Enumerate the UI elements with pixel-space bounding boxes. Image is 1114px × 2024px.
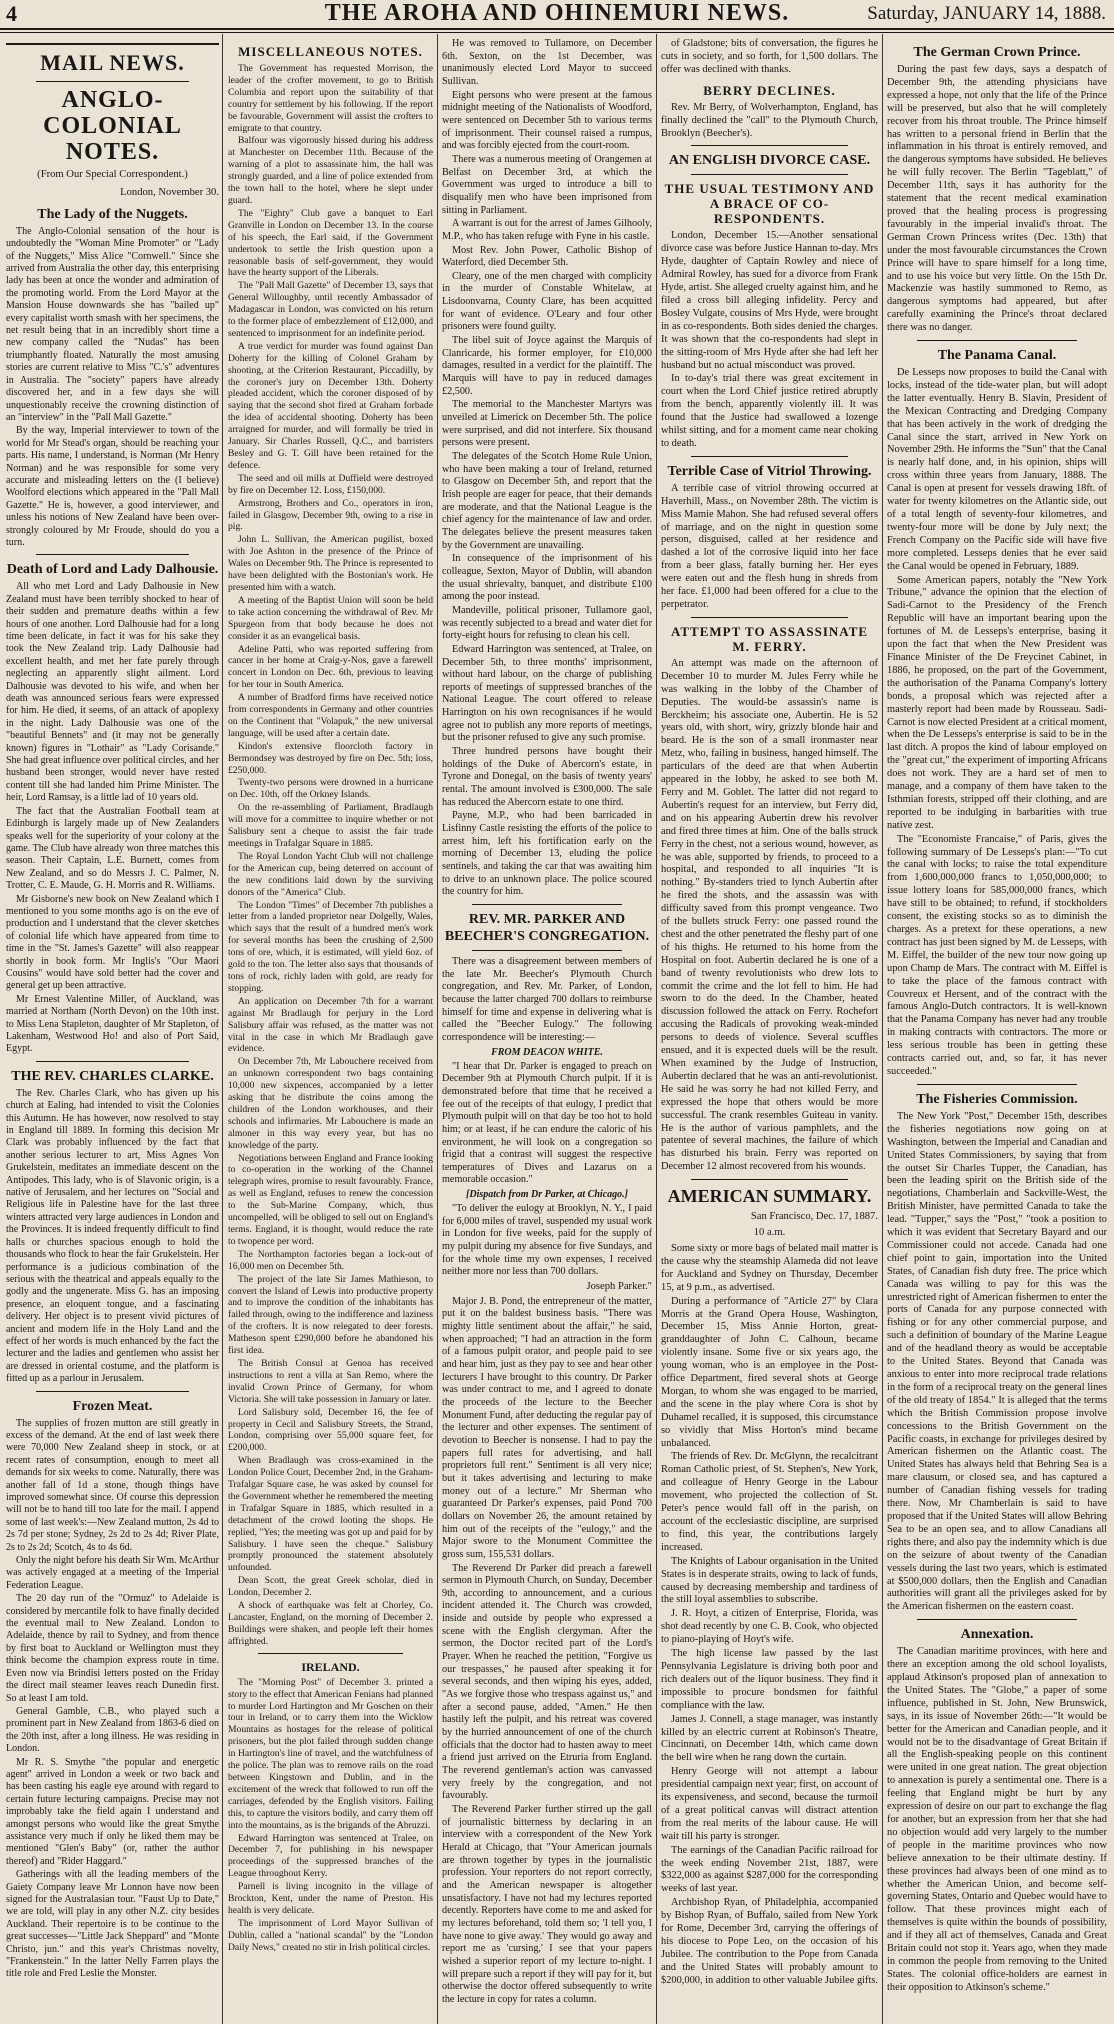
article-paragraph: Henry George will not attempt a labour presidential campaign next year; first, on account of its expensiveness, and second, because the turmoil of a great political canvas will distract attention from the real merits of the labour cause. He will wait till his party is stronger. [661, 1766, 878, 1842]
article-paragraph: Some American papers, notably the "New York Tribune," advance the opinion that the election of Sadi-Carnot to the Presidency of the French Republic will have an important bearing upon the fortunes of M. de Lesseps's enterprise, basing it upon the fact that when the New President was Finance Minister of the De Freycinet Cabinet, in 1886, he proposed, on the part of the Government, the authorisation of the Panama Company's lottery bonds, a proposal which was rejected after a masterly report had been made by Rousseau. Sadi-Carnot is now elected President at a critical moment, when the De Lesseps's enterprise is said to be in the last ditch. A propos the kind of labour employed on the "great cut," the experiment of importing Africans does not work. They are a hard set of men to manage, and a company of them have taken to the Isthmian forests, stripped off their clothing, and are reported to be indulging in barbarities with true native zest. [887, 574, 1107, 831]
article-paragraph: The "Morning Post" of December 3. printed a story to the effect that American Fenians had planned to murder Lord Hartington and Mr Goschen on their tour in Ireland, or to carry them into the Wicklow Mountains as hostages for the release of political prisoners, but the plot failed through sudden change in Hartington's line of travel, and the watchfulness of the police. The plan was to remove rails on the road between Kingstown and Dublin, and in the excitement of the wreck that followed to run off the carriages, defended by the English visitors. Failing this, to capture the visitors bodily, and carry them off into the mountains, as is the brigands of the Abruzzi. [228, 1676, 433, 1831]
article-paragraph: The Anglo-Colonial sensation of the hour is undoubtedly the "Woman Mine Promoter" or "Lady of the Nuggets," Miss Alice "Cornwell." Since she arrived from Australia the other day, this enterprising lady has been at once the wonder and admiration of the promoting world. From the Lord Mayor at the Mansion House downwards she has "bailed up" every capitalist worth smash with her specimens, the net result being that in an incredibly short time a new company called the "Nudas" has been triumphantly floated. Naturally the most amusing stories are current relative to Miss "C.'s" adventures in Australia. The "society" papers have already discovered her, and in a few days she will unquestionably receive the crowning distinction of an "interview" in the "Pall Mall Gazette." [6, 225, 219, 423]
article-paragraph: Parnell is living incognito in the village of Brockton, Kent, under the name of Preston. His health is very delicate. [228, 1881, 433, 1916]
column-3 [442, 38, 652, 2024]
article-paragraph: Mandeville, political prisoner, Tullamore gaol, was recently subjected to a bread and water diet for forty-eight hours for refusing to clean his cell. [442, 604, 652, 642]
article-heading: THE REV. CHARLES CLARKE. [11, 1068, 214, 1084]
article-paragraph: On the re-assembling of Parliament, Bradlaugh will move for a committee to inquire whether or not Salisbury sent a cheque to assist the fair trade meetings in Trafalgar Square in 1885. [228, 802, 433, 849]
article-paragraph: of Gladstone; bits of conversation, the figures he cuts in society, and so forth, for 1,500 dollars. The offer was declined with thanks. [661, 38, 878, 75]
section-rule [36, 1391, 189, 1392]
section-rule [691, 145, 848, 146]
article-paragraph: The memorial to the Manchester Martyrs was unveiled at Limerick on December 5th. The police were surprised, and did not interfere. Six thousand persons were present. [442, 399, 652, 449]
section-rule [691, 456, 848, 457]
article-heading: AMERICAN SUMMARY. [667, 1186, 872, 1207]
article-heading: The German Crown Prince. [913, 45, 1081, 60]
article-paragraph: The British Consul at Genoa has received instructions to rent a villa at San Remo, where the invalid Crown Prince of Germany, for whom Victoria. She will take possession in January or later. [228, 1357, 433, 1405]
article-paragraph: Cleary, one of the men charged with complicity in the murder of Constable Whitelaw, at Lisdoonvarna, County Clare, has been acquitted for want of evidence. O'Leary and four other prisoners were found guilty. [442, 270, 652, 333]
article-paragraph: The supplies of frozen mutton are still greatly in excess of the demand. At the end of last week there were 70,000 New Zealand sheep in stock, or at recent rates of consumption, enough to meet all demands for six weeks to come. Naturally, there was another fall of 1d a stone, though things have improved somewhat since. Of course this depression will not be to hand till too late for the mail. I append some of last week's:—New Zealand mutton, 2s 4d to 2s 7d per stone; Sydney, 2s 2d to 2s 4d; River Plate, 2s to 2s 2d; Scotch, 4s to 4s 6d. [6, 1417, 219, 1553]
article-paragraph: Only the night before his death Sir Wm. McArthur was actively engaged at a meeting of the Imperial Federation League. [6, 1555, 219, 1591]
issue-date: Saturday, JANUARY 14, 1888. [867, 3, 1106, 24]
subheading: THE USUAL TESTIMONY AND A BRACE OF CO-RESPONDENTS. [664, 181, 875, 227]
article-paragraph: James J. Connell, a stage manager, was instantly killed by an electric current at Robinson's Theatre, Cincinnati, on December 14th, which came down the bell wire when he rang down the curtain. [661, 1713, 878, 1764]
article-paragraph: He was removed to Tullamore, on December 6th. Sexton, on the 1st December, was unanimously elected Lord Mayor to succeed Sullivan. [442, 38, 652, 87]
article-paragraph: The friends of Rev. Dr. McGlynn, the recalcitrant Roman Catholic priest, of St. Stephen's, New York, and colleague of Henry George in the Labour movement, who projected the collection of St. Peter's pence would fall off in the parish, on account of the ecclesiastic discipline, are surprised to find, this year, the contributions largely increased. [661, 1451, 878, 1553]
article-paragraph: General Gamble, C.B., who played such a prominent part in New Zealand from 1863-6 died on the 20th inst, after a long illness. He was residing in London. [6, 1705, 219, 1755]
section-rule [691, 1179, 848, 1180]
byline: (From Our Special Correspondent.) [37, 169, 188, 180]
article-paragraph: Eight persons who were present at the famous midnight meeting of the Nationalists of Woodford, were sentenced on December 5th to various terms of imprisonment. Their counsel raised a rumpus, and was forcibly ejected from the court-room. [442, 89, 652, 152]
dateline: San Francisco, Dec. 17, 1887. [750, 1211, 878, 1223]
column-4 [661, 38, 878, 2024]
section-rule [258, 1653, 403, 1654]
article-heading: BERRY DECLINES. [703, 82, 836, 98]
section-rule [691, 617, 848, 618]
newspaper-title: THE AROHA AND OHINEMURI NEWS. [324, 0, 790, 26]
article-paragraph: During a performance of "Article 27" by Clara Morris at the Grand Opera House, Washington, December 15, Miss Annie Horton, great-granddaughter of John C. Calhoun, became violently insane. Some five or six years ago, the young woman, who is an employee in the Post-office Department, fired several shots at George Morgan, to whom she was engaged to be married, and the scene in the play where Cora is shot by Duhamel recalled, it is supposed, this circumstance so vividly that Miss Horton's mind became unbalanced. [661, 1295, 878, 1449]
article-paragraph: The Rev. Charles Clark, who has given up his church at Ealing, had intended to visit the Colonies this Autumn. He has however, now resolved to stay in England till 1889. In forming this decision Mr Clark was probably influenced by the fact that another serious lecturer to art, Miss Agnes Von Grukelstein, meditates an immediate descent on the Antipodes. This lady, who is of Slavonic origin, is a native of Jerusalem, and her lectures on "Social and Religious life in Palestine have for the last three winters attracted very large audiences in London and the Provinces. It is indeed frequently difficult to find halls or churches spacious enough to hold the thousands who flock to hear the fair Grukelstein. Her performance is a judicious combination of the serious with the theatrical and appeals equally to the godly and the ungenerate. Miss G. has an imposing presence, an eloquent tongue, and a fascinating delivery. Her object is to present vivid pictures of ancient and modern life in the Holy Land and the effect of her words is much enhanced by the fact the lecturer and the ladies and gentlemen who assist her are dressed in oriental costume, and the platform is fitted up as a parlour in Jerusalem. [6, 1087, 219, 1385]
article-paragraph: The "Pall Mall Gazette" of December 13, says that General Willoughby, until recently Ambassador of Madagascar in London, was convicted on his return to the former place of embezzlement of £12,000, and sentenced to imprisonment for an indefinite period. [228, 280, 433, 339]
article-paragraph: The 20 day run of the "Ormuz" to Adelaide is considered by mercantile folk to have finally decided the eventual mail to New Zealand. London to Adelaide, thence by rail to Sydney, and from thence by first boat to Auckland or Wellington must they think become the champion express route in time. Even now via Brindisi letters posted on the Friday the direct mail steamer leaves reach Dunedin first. So at least I am told. [6, 1593, 219, 1704]
article-heading: REV. MR. PARKER AND BEECHER'S CONGREGATION. [444, 911, 650, 944]
article-paragraph: An application on December 7th for a warrant against Mr Bradlaugh for perjury in the Lord Salisbury affair was refused, as the matter was not vital in the case in which Mr Bradlaugh gave evidence. [228, 995, 433, 1055]
article-heading: The Lady of the Nuggets. [37, 206, 188, 222]
article-paragraph: Gatherings with all the leading members of the Gaiety Company leave Mr Lonnon have now been signed for the Australasian tour. "Faust Up to Date," we are told, will play in any other N.Z. city besides Auckland. Their repertoire is to be continue to the great successes—"Little Jack Sheppard" and "Monte Christo, jun." and this year's Christmas novelty, "Frankenstein." In the latter Nelly Farren plays the title role and Fred Leslie the Monster. [6, 1869, 219, 1980]
article-paragraph: A terrible case of vitriol throwing occurred at Haverhill, Mass., on November 28th. The victim is Miss Mamie Mahon. She had refused several offers of marriage, and on the night in question some person, disguised, called at her residence and dashed a lot of the corrosive liquid into her face from a beer glass, fatally burning her. Her eyes were eaten out and the flesh hung in shreds from her face. £1,000 had been offered for a clue to the perpetrator. [661, 482, 878, 610]
article-paragraph: The seed and oil mills at Duffield were destroyed by fire on December 12. Loss, £150,000. [228, 472, 433, 496]
article-paragraph: There was a disagreement between members of the late Mr. Beecher's Plymouth Church congregation, and Rev. Mr. Parker, of London, because the latter charged 700 dollars to reimburse himself for time and expense in delivering what is called the "Beecher Eulogy." The following correspondence will be interesting:— [442, 955, 652, 1043]
article-paragraph: Kindon's extensive floorcloth factory in Bermondsey was destroyed by fire on Dec. 5th; loss, £250,000. [228, 740, 433, 776]
miscellaneous-headline: MISCELLANEOUS NOTES. [238, 44, 423, 59]
section-rule [917, 1619, 1077, 1620]
masthead-rule [0, 32, 1114, 33]
article-paragraph: In consequence of the imprisonment of his colleague, Sexton, Mayor of Dublin, will abandon the usual shrievalty, banquet, and distribute £100 among the poor instead. [442, 553, 652, 603]
article-paragraph: J. R. Hoyt, a citizen of Enterprise, Florida, was shot dead recently by one C. B. Cook, who objected to piano-playing of Hoyt's wife. [661, 1608, 878, 1646]
anglo-colonial-headline: ANGLO-COLONIAL NOTES. [43, 87, 182, 165]
article-paragraph: A true verdict for murder was found against Dan Doherty for the killing of Colonel Graham by shooting, at the Criterion Restaurant, Piccadilly, by the coroner's jury on December 13th. Doherty pleaded accident, which the coroner disposed of by saying that the second shot fired at Graham forbade the idea of accidental shooting. Doherty has been arraigned for murder, and will formally be tried in January. Sir Charles Russell, Q.C., and barristers Besley and G. T. Gill have been retained for the defence. [228, 340, 433, 471]
article-paragraph: In to-day's trial there was great excitement in court when the Lord Chief justice retired abruptly from the bench, apparently violently ill. It was found that the Justice had swallowed a lozenge whilst sitting, and for a moment came near choking to death. [661, 373, 878, 449]
article-paragraph: The imprisonment of Lord Mayor Sullivan of Dublin, called a "national scandal" by the "London Daily News," created no stir in Irish political circles. [228, 1917, 433, 1953]
article-paragraph: Armstrong, Brothers and Co., operators in iron, failed in Glasgow, December 9th, owing to a rise in pig. [228, 497, 433, 533]
article-paragraph: The Knights of Labour organisation in the United States is in desperate straits, owing to lack of funds, caused by decreasing membership and tardiness of the still loyal assemblies to subscribe. [661, 1555, 878, 1606]
section-rule [917, 340, 1077, 341]
article-paragraph: Edward Harrington was sentenced, at Tralee, on December 5th, to three months' imprisonment, without hard labour, on the charge of publishing reports of meetings of suppressed branches of the National League. The court offered to release Harrington on his own recognisances if he would agree not to publish any more reports of meetings, but the prisoner refused to give any such promise. [442, 643, 652, 744]
article-paragraph: When Bradlaugh was cross-examined in the London Police Court, December 2nd, in the Graham-Trafalgar Square case, he was asked by counsel for the Government whether he remembered the meeting in Trafalgar Square in 1885, which resulted in a detachment of the crowd looting the shops. He replied, "Yes; the meeting was got up and paid for by Salisbury. I have seen the cheque." Salisbury promptly pronounced the statement absolutely unfounded. [228, 1455, 433, 1574]
section-rule [6, 43, 219, 45]
ireland-heading: IRELAND. [301, 1659, 360, 1674]
article-paragraph: A warrant is out for the arrest of James Gilhooly, M.P., who has taken refuge with Fyne in his castle. [442, 218, 652, 242]
article-paragraph: Negotiations between England and France looking to co-operation in the working of the Channel telegraph wires, promise to result favourably. France, as well as England, refuses to renew the concession to the Sub-Marine Company, which, thus uncompelled, will be obliged to sell out on England's terms. England, it is thought, would reduce the rate to twopence per word. [228, 1152, 433, 1247]
article-paragraph: On December 7th, Mr Labouchere received from an unknown correspondent two bags containing 10,000 new sixpences, accompanied by a letter asking that he distribute the coins among the children of the London workhouses, and their schools and infirmaries. Mr Labouchere is made an almoner in this way every year, but has no knowledge of the party. [228, 1056, 433, 1151]
article-paragraph: London, December 15.—Another sensational divorce case was before Justice Hannan to-day. Mrs Hyde, daughter of Captain Rowley and niece of Admiral Rowley, has sued for a divorce from Frank Hyde, artist. She alleged cruelty against him, and he filed a cross bill alleging infidelity. Percy and Bosley Vulgate, cousins of Mrs Hyde, were brought in as co-respondents. Both sides denied the charges. It was shown that the co-respondents had slept in the sitting-room of Mrs Hyde after she had left her husband but no actual misconduct was proved. [661, 230, 878, 371]
article-paragraph: Dean Scott, the great Greek scholar, died in London, December 2. [228, 1575, 433, 1599]
article-paragraph: The earnings of the Canadian Pacific railroad for the week ending November 21st, 1887, were $322,000 as against $287,000 for the corresponding weeks of last year. [661, 1844, 878, 1895]
section-rule [36, 1061, 189, 1062]
article-paragraph: Mr R. S. Smythe "the popular and energetic agent" arrived in London a week or two back and has been casting his eagle eye around with regard to certain future lecturing campaigns. Precise may not improbably take the field again I understand and amongst persons who would like the great Smythe assistance very much if only he liked them may be mentioned "Glen's Baby" (or, rather the author thereof) and "Rider Haggard." [6, 1756, 219, 1867]
column-2 [228, 38, 433, 2024]
subheading: [Dispatch from Dr Parker, at Chicago.] [466, 1189, 628, 1201]
article-paragraph: The Northampton factories began a lock-out of 16,000 men on December 5th. [228, 1248, 433, 1272]
mail-news-title: MAIL NEWS. [40, 50, 185, 75]
article-paragraph: The high license law passed by the last Pennsylvania Legislature is driving both poor and rich dealers out of the liquor business. They find it impossible to procure bondsmen for faithful compliance with the law. [661, 1648, 878, 1711]
article-heading: Annexation. [960, 1627, 1034, 1643]
article-paragraph: The "Eighty" Club gave a banquet to Earl Granville in London on December 13. In the course of his speech, the Earl said, if the Government undertook to settle the Irish question upon a reasonable basis of self-government, they would have the hearty support of the Liberals. [228, 207, 433, 279]
article-paragraph: "I hear that Dr. Parker is engaged to preach on December 9th at Plymouth Church pulpit. If it is demonstrated before that time that he received a fee out of the receipts of that eulogy, I predict that Plymouth pulpit will on that day be too hot to hold him; or at least, if he can endure the caloric of his environment, he will look on a congregation so frigid that a contrast will suggest the respective temperatures of Dives and Lazarus on a memorable occasion." [442, 1060, 652, 1186]
article-paragraph: There was a numerous meeting of Orangemen at Belfast on December 3rd, at which the Government was urged to introduce a bill to disqualify men who have been imprisoned from sitting in Parliament. [442, 153, 652, 216]
column-divider [656, 34, 657, 2024]
article-paragraph: The New York "Post," December 15th, describes the fisheries negotiations now going on at Washington, between the Imperial and Canadian and United States Commissioners, by saying that from the outset Sir Charles Tupper, the Canadian, has been the leading spirit on the British side of the negotiations, Chamberlain and Sackville-West, the British Minister, have permitted Canada to take the lead. "Tupper," says the "Post," "took a position to which it was evident that Secretary Bayard and our Commissioner could not accede. Canada had one chief point to gain, importation into the United States, of Canadian fish duty free. The price which Canada was willing to pay for this was the unrestricted right of American fishermen to enter the ports of Canada for any purpose connected with fishing or for any other commercial purpose, and such a definition of boundary of the Marine League and of the headland theory as would be acceptable to the United States. Beyond that Canada was anxious to enter into more reciprocal trade relations in the form of a reciprocal treaty on the general lines of the old treaty of 1854." It is alleged that the terms which the British Commission propose involve concessions to the British Government on the Pacific coasts, in exchange for privileges desired by American fishermen on the Atlantic coast. The United States has always held that Behring Sea is a mare clausum, or closed sea, and has captured a number of Canadian fishing vessels for trading there. Now, Mr Chamberlain is said to have proposed that if the United States will allow Behring Sea to be an open sea, and to allow Canadians all rights there, and also pay the indemnity which is due on the seizure of about twenty of the Canadian vessels during the last two years, which is estimated at $500,000 dollars, then the English and Canadian authorities will grant all the privileges asked for by the American fishermen on the eastern coast. [887, 1110, 1107, 1613]
article-paragraph: Twenty-two persons were drowned in a hurricane on Dec. 10th, off the Orkney Islands. [228, 777, 433, 801]
article-heading: Death of Lord and Lady Dalhousie. [6, 562, 219, 578]
article-paragraph: The Canadian maritime provinces, with here and there an exception among the old school loyalists, applaud Atkinson's proposed plan of annexation to the United States. The "Globe," a paper of some influence, published in St. John, New Brunswick, says, in its issue of November 26th:—"It would be better for the American and Canadian people, and it would not be to the disadvantage of Great Britain if all the English-speaking people on this continent were united in one great nation. The great objection to annexation is purely a sentimental one. There is a feeling that England might be hurt by any expression of desire on our part to exchange the flag for another, but an expression from her that she had no objection would add very largely to the number of people in the maritime provinces who now believe annexation to be their ultimate destiny. If these provinces had always been of one mind as to whether the American Union, and become self-governing States, Ontario and Quebec would have to follow. That these provinces might each of themselves is quite within the bounds of possibility, and if they all act of themselves, Canada and Great Britain could not stop it. Years ago, when they made in common the people from removing to the United States. The colonial office-holders are earnest in their opposition to Atkinson's scheme." [887, 1646, 1107, 1993]
article-paragraph: The Royal London Yacht Club will not challenge for the American cup, being deterred on account of the new conditions laid down by the surviving donors of the "America" Club. [228, 850, 433, 898]
article-paragraph: Mr Ernest Valentine Miller, of Auckland, was married at Northam (North Devon) on the 10th inst. to Miss Lena Stapleton, daughter of Mr Stapleton, of Lakenham, Westwood Ho! and also of Port Said, Egypt. [6, 993, 219, 1055]
column-divider [437, 34, 438, 2024]
section-rule [472, 950, 622, 951]
article-heading: AN ENGLISH DIVORCE CASE. [668, 153, 871, 169]
article-paragraph: The delegates of the Scotch Home Rule Union, who have been making a tour of Ireland, returned to Glasgow on December 5th, and report that the Irish people are eager for peace, that their demands are moderate, and that the National League is the chief agency for the maintenance of law and order. The delegates believe the present measures taken by the Government are unavailing. [442, 451, 652, 551]
article-paragraph: The Government has requested Morrison, the leader of the crofter movement, to go to British Columbia and report upon the suitability of that country for settlement by his following. If the report be favourable, Government will assist the crofters to emigrate to that country. [228, 63, 433, 134]
section-rule [36, 554, 189, 555]
article-paragraph: An attempt was made on the afternoon of December 10 to murder M. Jules Ferry while he was walking in the lobby of the Chamber of Deputies. The would-be assassin's name is Berckheim; his associate one, Aubertin. He is 52 years old, with short, wiry, grizzly blonde hair and beard. He is the son of a small ironmaster near Metz, who, failing in business, hanged himself. The particulars of the deed are that when Aubertin appeared in the lobby, he asked to see both M. Ferry and M. Goblet. The latter did not regard to Aubertin's request for an interview, but Ferry did, and on his appearing Aubertin drew his revolver and fired three times at him. One of the balls struck Ferry in the chest, not a serious wound, however, as he was able, supported by friends, to proceed to a hospital, and responded to all inquiries "It is nothing." By-standers tried to lynch Aubertin after he fired the shots, and the assassin was with difficulty saved from this prompt vengeance. Two of the bullets struck Ferry: one passed round the chest and the other penetrated the fleshy part of one of his thighs. He returned to his home from the Hospital on foot. Aubertin declared he is one of a band of twenty revolutionists who drew lots to commit the crime and the lot fell to him. He had sworn to do the deed. In the Chamber, heated discussion followed the attack on Ferry. Rochefort accusing the Radicals of provoking weak-minded persons to deeds of violence. Several scuffles ensued, and it is expected duels will be the result. When examined by the Judge of Instruction, Aubertin declared that he was an anti-revolutionist. He said he was sorry he had not killed Ferry, and expressed the hope that others would be more successful. The crank resembles Guiteau in vanity. He is the author of various pamphlets, and the patentee of several machines, the failure of which has disturbed his brain. Ferry was reported on December 12 almost recovered from his wounds. [661, 657, 878, 1173]
section-rule [691, 174, 848, 175]
article-paragraph: The Reverend Parker further stirred up the gall of journalistic bitterness by declaring in an interview with a correspondent of the New York Herald at Chicago, that "Your American journals are thrown together by types in the journalistic profession. Your reporters do not report correctly, and the American newspaper is altogether unsatisfactory. I have not had my lectures reported decently. Reporters have come to me and asked for my lectures beforehand, told them so; 'I tell you, I have none to give away.' They would go away and report me as 'cursing,' I see that your papers wished a superior report of my lecture to-night. I will prepare such a report if they will pay for it, but otherwise the doctor offered subsequently to write the lecture in copy for rates a column. [442, 1803, 652, 2005]
article-heading: ATTEMPT TO ASSASSINATE M. FERRY. [670, 623, 869, 654]
article-paragraph: Three hundred persons have bought their holdings of the Duke of Abercorn's estate, in Tyrone and Donegal, on the basis of twenty years' rental. The amount involved is £300,000. The sale has reduced the Abercorn estate to one third. [442, 746, 652, 808]
signature: Joseph Parker." [586, 1281, 652, 1293]
article-paragraph: "To deliver the eulogy at Brooklyn, N. Y., I paid for 6,000 miles of travel, suspended my usual work in London for five weeks, paid for the supply of my pulpit during my absence for five Sundays, and for the whole time my own expenses, I received neither more nor less than 700 dollars. [442, 1203, 652, 1278]
article-paragraph: By the way, Imperial interviewer to town of the world for Mr Stead's organ, should be reaching your parts. His name, I understand, is Norman (Mr Henry Norman) and he was responsible for some very accurate and misleading letters on the (I believe) Woolford elections which appeared in the "Pall Mall Gazette." He is, however, a good interviewer, and unless his notions of New Zealand have been over-strongly coloured by Mr Froude, should do you a turn. [6, 425, 219, 548]
column-1 [6, 38, 219, 2024]
article-paragraph: Major J. B. Pond, the entrepreneur of the matter, put it on the baldest business basis. "There was mighty little sentiment about the affair," he said, when approached; "I had an attraction in the form of a famous pulpit orator, and people paid to see and hear him, just as they pay to see and hear other lecturers I have brought to this country. Dr Parker was under contract to me, and I agreed to donate the proceeds of the lecture to the Beecher Monument Fund, after deducting the regular pay of the lecturer and other expenses. The sentiment of devotion to Beecher is nonsense. I had to pay the papers full rates for advertising, and hall proprietors full rent." Sentiment is all very nice; but it takes advertising and lecturing to make money out of a lecture." Mr Sherman who guaranteed Dr Parker's expenses, paid Pond 700 dollars on November 26, the amount retained by him out of the receipts of the "eulogy," and the Major swore to the Monument Committee the gross sum, 155,531 dollars. [442, 1295, 652, 1560]
article-paragraph: Most Rev. John Power, Catholic Bishop of Waterford, died December 5th. [442, 244, 652, 269]
article-paragraph: During the past few days, says a despatch of December 9th, the attending physicians have expressed a hope, not only that the life of the Prince will be preserved, but also that he will completely recover from his throat trouble. The Prince himself has written to a personal friend in Berlin that the inflammation in his throat is entirely removed, and the dangerous symptoms have subsided. He believes he will fully recover. The Berlin "Tageblatt," of December 11th, says it has authority for the statement that the recent medical examination proved that the healing process is progressing favourably in the imperial invalid's throat. The German Crown Princess writes (Dec. 13th) that under the most favourable circumstances the Crown Prince will have to spare himself for a long time, and to use his voice but very little. On the 15th Dr. Mackenzie was hastily summoned to Remo, as dangerous symptoms had appeared, but after carefully examining the Prince's throat declared there was no danger. [887, 64, 1107, 334]
article-paragraph: Payne, M.P., who had been barricaded in Lisfinny Castle resisting the efforts of the police to arrest him, left his fortification early on the morning of December 13, eluding the police sentinels, and taking the car that was awaiting him to drive to an unknown place. The police scoured the country for him. [442, 810, 652, 898]
time-line: 10 a.m. [753, 1227, 786, 1239]
section-rule [36, 81, 189, 82]
article-paragraph: De Lesseps now proposes to build the Canal with locks, instead of the tide-water plan, but will adopt the latter eventually. Henry B. Slavin, President of the Mexican Contracting and Dredging Company that has been actively in the work of dredging the Canal since the start, arrived in New York on November 29th. He informs the "Sun" that the Canal is nearly half done, and, in his opinion, ships will cross within three years from January, 1888. The Canal is open at present for vessels drawing 18ft. of water for twenty kilometres on the Atlantic side, out of a total length of seventy-four kilometres, and twenty-four more will be done by July next; the French Company on the Pacific side will have five more completed. Lesseps denies that he ever said the Canal would be opened in February, 1889. [887, 367, 1107, 572]
article-paragraph: Lord Salisbury sold, December 16, the fee of property in Cecil and Salisbury Streets, the Strand, London, comprising over 55,000 square feet, for £200,000. [228, 1406, 433, 1454]
article-paragraph: The "Economiste Francaise," of Paris, gives the following summary of De Lesseps's plan:—"To cut the canal with locks; to raise the total expenditure from 1,600,000,000 francs to 1,050,000,000; to issue lottery loans for 585,000,000 francs, which have still to be obtained; to refund, if stockholders consent, the existing stocks so as to diminish the charges. As a pretext for these operations, a new contract has just been signed by M. de Lesseps, with M. Eiffel, the builder of the new tour now going up upon Champ de Mars. The contract with M. Eiffel is to take the place of the famous contract with Couvreux et Hersent, and of the contract with the famous Anglo-Dutch contractors. It is well-known that the Panama Company has never had any trouble in making contracts with contractors. The more or less serious trouble has been in getting these contracts carried out, and, so far, it has never succeeded." [887, 833, 1107, 1077]
article-paragraph: Some sixty or more bags of belated mail matter is the cause why the steamship Alameda did not leave for Auckland and Sydney on Thursday, December 15, at 9 p.m., as advertised. [661, 1242, 878, 1293]
article-paragraph: Adeline Patti, who was reported suffering from cancer in her home at Craig-y-Nos, gave a farewell concert in London on Dec. 6th, previous to leaving for her tour in South America. [228, 643, 433, 691]
section-rule [472, 904, 622, 905]
article-heading: Frozen Meat. [72, 1398, 153, 1414]
article-paragraph: Edward Harrington was sentenced at Tralee, on December 7, for publishing in his newspaper proceedings of the suppressed branches of the League throughout Kerry. [228, 1832, 433, 1880]
article-paragraph: A shock of earthquake was felt at Chorley, Co. Lancaster, England, on the morning of December 2. Buildings were shaken, and people left their homes affrighted. [228, 1600, 433, 1647]
article-paragraph: The project of the late Sir James Mathieson, to convert the Island of Lewis into productive property and to improve the condition of the inhabitants has failed through, owing to the indifference and laziness of the crofters. It is now relegated to deer forests. Matheson spent £290,000 before he abandoned his first idea. [228, 1273, 433, 1357]
article-heading: The Fisheries Commission. [916, 1091, 1078, 1107]
article-heading: The Panama Canal. [937, 348, 1057, 364]
article-paragraph: A meeting of the Baptist Union will soon be held to take action concerning the withdrawal of Rev. Mr Spurgeon from that body because he does not consider it as an evangelical basis. [228, 594, 433, 642]
dateline: London, November 30. [120, 187, 219, 199]
section-rule [917, 1084, 1077, 1085]
article-heading: Terrible Case of Vitriol Throwing. [667, 463, 872, 479]
article-paragraph: Archbishop Ryan, of Philadelphia, accompanied by Bishop Ryan, of Buffalo, sailed from New York for Rome, December 3rd, carrying the offerings of his diocese to Pope Leo, on the occasion of his Jubilee. The contribution to the Pope from Canada and the United States will probably amount to $200,000, in addition to other valuable Jubilee gifts. [661, 1897, 878, 1986]
column-divider [222, 34, 223, 2024]
article-paragraph: Balfour was vigorously hissed during his address at Manchester on December 11th. Because of the warning of a plot to assassinate him, the hall was strongly guarded, and a line of police extended from the town hall to the hotel, where he slept under guard. [228, 135, 433, 206]
article-paragraph: John L. Sullivan, the American pugilist, boxed with Joe Ashton in the presence of the Prince of Wales on December 9th. The Prince is represented to have been delighted with the Bostonian's work. He presented him with a watch. [228, 534, 433, 593]
column-divider [882, 34, 883, 2024]
page-number: 4 [6, 1, 17, 26]
article-paragraph: All who met Lord and Lady Dalhousie in New Zealand must have been terribly shocked to hear of their sudden and premature deaths within a few hours of one another. Lord Dalhousie had for a long time been delicate, in fact it was for his sake they took the New Zealand trip. Lady Dalhousie had excellent health, and met her fate purely through neglecting an apparently slight ailment. Lord Dalhousie was devoted to his wife, and when her death was announced serious fears were expressed for him. He died, it seems, of an attack of apoplexy in the night. Lady Dalhousie was one of the "beautiful Bennets" and (it may not be generally known) figures in "Lothair" as "Lady Corisande." She had great influence over political circles, and her husband been stronger, would never have rested content till she had landed him Prime Minister. The heir, Lord Ramsay, is a little lad of 10 years old. [6, 581, 219, 804]
article-paragraph: Mr Gisborne's new book on New Zealand which I mentioned to you some months ago is on the eve of production and I understand that the clever sketches of colonial life which have appeared from time to time in the "St. James's Gazette" will also reappear shortly in book form. Mr Inglis's "Our Maori Cousins" would have sold better had the cover and general get up been attractive. [6, 893, 219, 992]
article-paragraph: The Reverend Dr Parker did preach a farewell sermon in Plymouth Church, on Sunday, December 9th, according to announcement, and a curious incident attended it. The Church was crowded, inside and outside by people who expressed a scene with the English clergyman. After the sermon, the Doctor recited part of the Lord's Prayer. When he reached the petition, "Forgive us our trespasses," he paused after speaking it for several seconds, and then wiping his eyes, added, "As we forgive those who trespass against us," and after a second pause, added, "Amen." He then hastily left the pulpit, and his retreat was covered by the hurried announcement of one of the church officials that the doctor had to hasten away to meet a friend just arrived on the Etruria from England. The reverend gentleman's action was canvassed very freely by the congregation, and not favourably. [442, 1562, 652, 1802]
article-paragraph: The fact that the Australian Football team at Edinburgh is largely made up of New Zealanders speaks well for the superiority of your colony at the game. The Club have already won three matches this season. Their Captain, L.E. Burnett, comes from New Zealand, and so do Messrs J. C. Palmer, N. Trotter, C. E. Maude, G. H. Morris and R. Williams. [6, 805, 219, 892]
article-paragraph: A number of Bradford firms have received notice from correspondents in Germany and other countries on the Continent that "Volapuk," the new universal language, will be used after a certain date. [228, 692, 433, 739]
subheading: FROM DEACON WHITE. [491, 1046, 603, 1058]
article-paragraph: Rev. Mr Berry, of Wolverhampton, England, has finally declined the "call" to the Plymouth Church, Brooklyn (Beecher's). [661, 101, 878, 139]
column-5 [887, 38, 1107, 2024]
masthead [0, 0, 1114, 30]
article-paragraph: The libel suit of Joyce against the Marquis of Clanricarde, his former employer, for £10,000 damages, resulted in a verdict for the plaintiff. The Marquis will have to pay in reduced damages £2,500. [442, 335, 652, 397]
article-paragraph: The London "Times" of December 7th publishes a letter from a landed proprietor near Dolgelly, Wales, which says that the result of a hundred men's work for several months has been the crushing of 2,500 tons of ore, which, it is estimated, will yield 6oz. of gold to the ton. The letter also says that thousands of tons of rock, richly laden with gold, are ready for stopping. [228, 899, 433, 994]
